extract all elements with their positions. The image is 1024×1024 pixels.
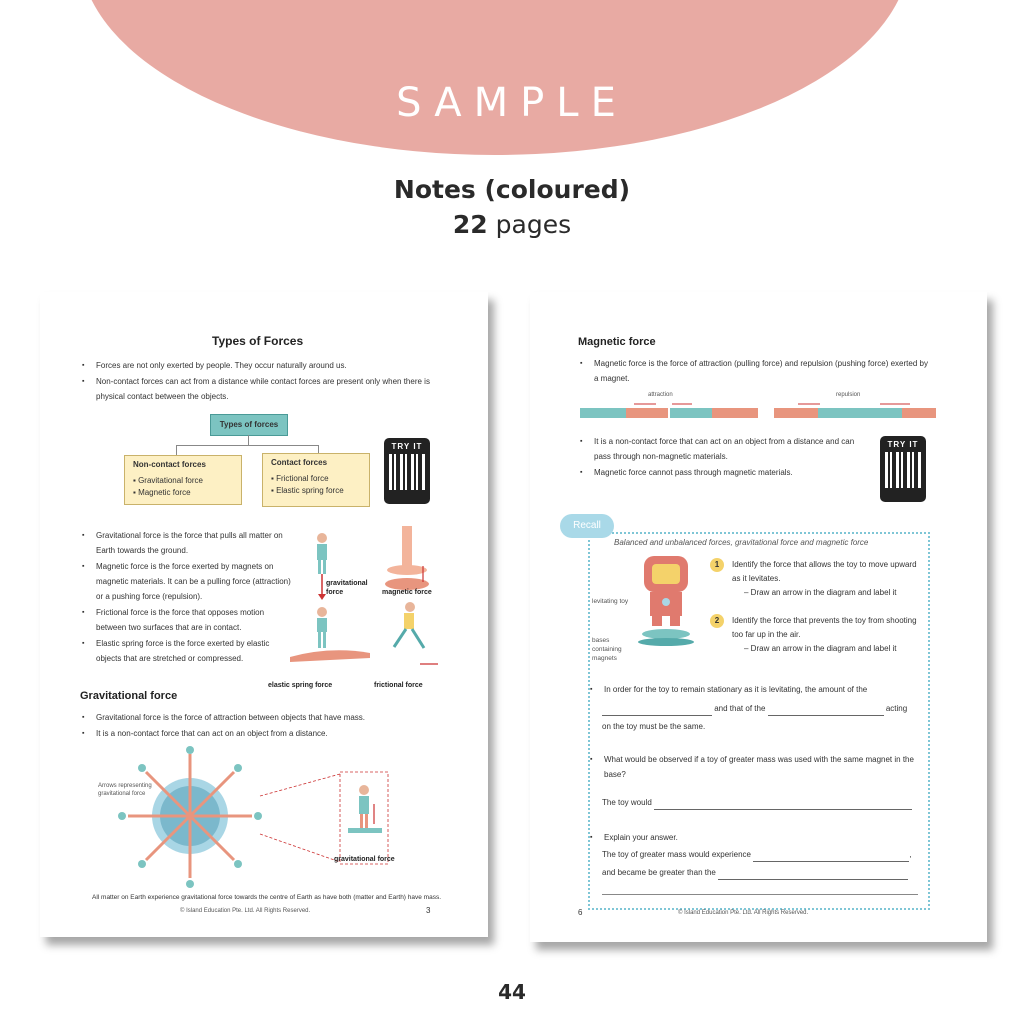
frictional-force-label: frictional force [374, 682, 423, 689]
qr-code-right[interactable] [880, 436, 926, 502]
q1-text: Identify the force that allows the toy to move upward as it levitates. [732, 560, 917, 583]
q3-blank-2[interactable] [768, 715, 884, 716]
recall-topic: Balanced and unbalanced forces, gravitational force and magnetic force [614, 538, 869, 547]
q5-line1: The toy of greater mass would experience , [602, 848, 924, 862]
right-footer: © Island Education Pte. Ltd. All Rights Reserved. [678, 910, 809, 916]
recall-badge: Recall [560, 514, 614, 538]
person-on-plank-icon [290, 607, 370, 662]
headline-title: Notes (coloured) [393, 175, 631, 204]
diagram-connector [176, 445, 177, 455]
diagram-connector [248, 435, 249, 445]
intro-bullet-2: ▪ Non-contact forces can act from a distance while contact forces are present only when there is physical contact between the objects. [82, 374, 442, 404]
right-page-title: Magnetic force [578, 336, 656, 348]
q3-blanks: and that of the acting [602, 702, 922, 716]
magnet-bullets-2 [580, 434, 870, 481]
earth-grav-label: gravitational force [334, 856, 395, 863]
attraction-label: attraction [648, 392, 673, 398]
intro-bullet-1: ▪ Forces are not only exerted by people. They occur naturally around us. [82, 358, 442, 373]
right-page [530, 292, 987, 942]
left-page-title: Types of Forces [212, 334, 304, 348]
levitating-toy-label: levitating toy [592, 598, 629, 605]
contact-box [262, 453, 370, 507]
q3 [590, 682, 920, 698]
q5-blank-3[interactable] [602, 894, 918, 895]
non-contact-item-2: ▪ Magnetic force [133, 488, 191, 497]
grav-bullet-2: ▪ It is a non-contact force that can act on an object from a distance. [82, 726, 442, 741]
contact-heading: Contact forces [271, 458, 328, 467]
non-contact-item-1: ▪ Gravitational force [133, 476, 203, 485]
left-footer: © Island Education Pte. Ltd. All Rights Reserved. [180, 908, 311, 914]
q5-line2: and became be greater than the [602, 866, 924, 880]
qr-label: TRY IT [391, 442, 423, 451]
contact-item-1: ▪ Frictional force [271, 474, 329, 483]
q5-text: ▪ Explain your answer. [590, 830, 920, 845]
running-person-icon [394, 602, 438, 664]
grav-bullets [82, 710, 442, 742]
earth-caption: All matter on Earth experience gravitational force towards the centre of Earth as have both (matter and Earth) have mass. [92, 894, 442, 901]
magnet-bullet-1: ▪ Magnetic force is the force of attraction (pulling force) and repulsion (pushing force) exerted by a magnet. [580, 356, 930, 386]
non-contact-box [124, 455, 242, 505]
qr-code[interactable] [384, 438, 430, 504]
qr-pattern [389, 454, 425, 490]
q3-blank-1[interactable] [602, 715, 712, 716]
non-contact-heading: Non-contact forces [133, 460, 206, 469]
banner-arc [80, 0, 910, 155]
grav-bullet-1: ▪ Gravitational force is the force of attraction between objects that have mass. [82, 710, 442, 725]
sample-label: SAMPLE [396, 80, 628, 126]
levitating-toy-icon [630, 550, 710, 646]
earth-arrows-note: Arrows representing gravitational force [98, 783, 152, 797]
force-bullet-4: ▪ Elastic spring force is the force exerted by elastic objects that are stretched or compressed. [82, 636, 292, 666]
intro-bullets [82, 358, 442, 405]
left-page [40, 292, 488, 937]
elastic-force-label: elastic spring force [268, 682, 333, 689]
magnet-bars [580, 390, 940, 424]
q4 [590, 752, 920, 783]
q1-sub: – Draw an arrow in the diagram and label it [744, 588, 897, 597]
q5-blank-1[interactable] [753, 861, 909, 862]
bottom-number: 44 [498, 980, 526, 1004]
headline [0, 172, 1024, 242]
q4-text: ▪ What would be observed if a toy of greater mass was used with the same magnet in the base? [590, 752, 920, 782]
repulsion-label: repulsion [836, 392, 861, 398]
magnet-bullet-2: ▪ It is a non-contact force that can act on an object from a distance and can pass through non-magnetic materials. [580, 434, 870, 464]
magnet-bullets [580, 356, 930, 387]
grav-heading: Gravitational force [80, 690, 178, 702]
q3-lead: ▪ In order for the toy to remain stationary as it is levitating, the amount of the [590, 682, 920, 697]
pages-word: pages [495, 210, 572, 239]
diagram-connector [176, 445, 318, 446]
right-page-number: 6 [578, 908, 583, 917]
qr-label-right: TRY IT [887, 440, 919, 449]
left-page-number: 3 [426, 906, 431, 915]
qr-pattern-right [885, 452, 921, 488]
magnetic-force-label: magnetic force [382, 589, 432, 596]
q3-tail: on the toy must be the same. [602, 722, 706, 731]
bases-label: bases containing magnets [592, 637, 622, 662]
q4-blank[interactable] [654, 809, 912, 810]
force-illustrations [290, 522, 450, 692]
q2-number: 2 [710, 614, 724, 628]
q5 [590, 830, 920, 846]
page-count: 22 [452, 210, 488, 239]
earth-diagram [110, 744, 410, 894]
force-bullet-2: ▪ Magnetic force is the force exerted by magnets on magnetic materials. It can be a pulling force (attraction) or a pushing force (repulsion). [82, 559, 292, 604]
contact-item-2: ▪ Elastic spring force [271, 486, 344, 495]
q4-answer: The toy would [602, 796, 922, 810]
q2-sub: – Draw an arrow in the diagram and label it [744, 644, 897, 653]
diagram-root [210, 414, 288, 436]
q5-blank-2[interactable] [718, 879, 908, 880]
q2-text: Identify the force that prevents the toy from shooting too far up in the air. [732, 616, 917, 639]
force-bullet-3: ▪ Frictional force is the force that opposes motion between two surfaces that are in contact. [82, 605, 292, 635]
force-bullet-1: ▪ Gravitational force is the force that pulls all matter on Earth towards the ground. [82, 528, 292, 558]
gravitational-force-label: gravitational force [326, 580, 368, 596]
q1-number: 1 [710, 558, 724, 572]
force-bullets [82, 528, 292, 667]
diagram-root-label: Types of forces [219, 420, 279, 429]
ring-magnet-icon [385, 526, 429, 590]
magnet-bullet-3: ▪ Magnetic force cannot pass through magnetic materials. [580, 465, 870, 480]
